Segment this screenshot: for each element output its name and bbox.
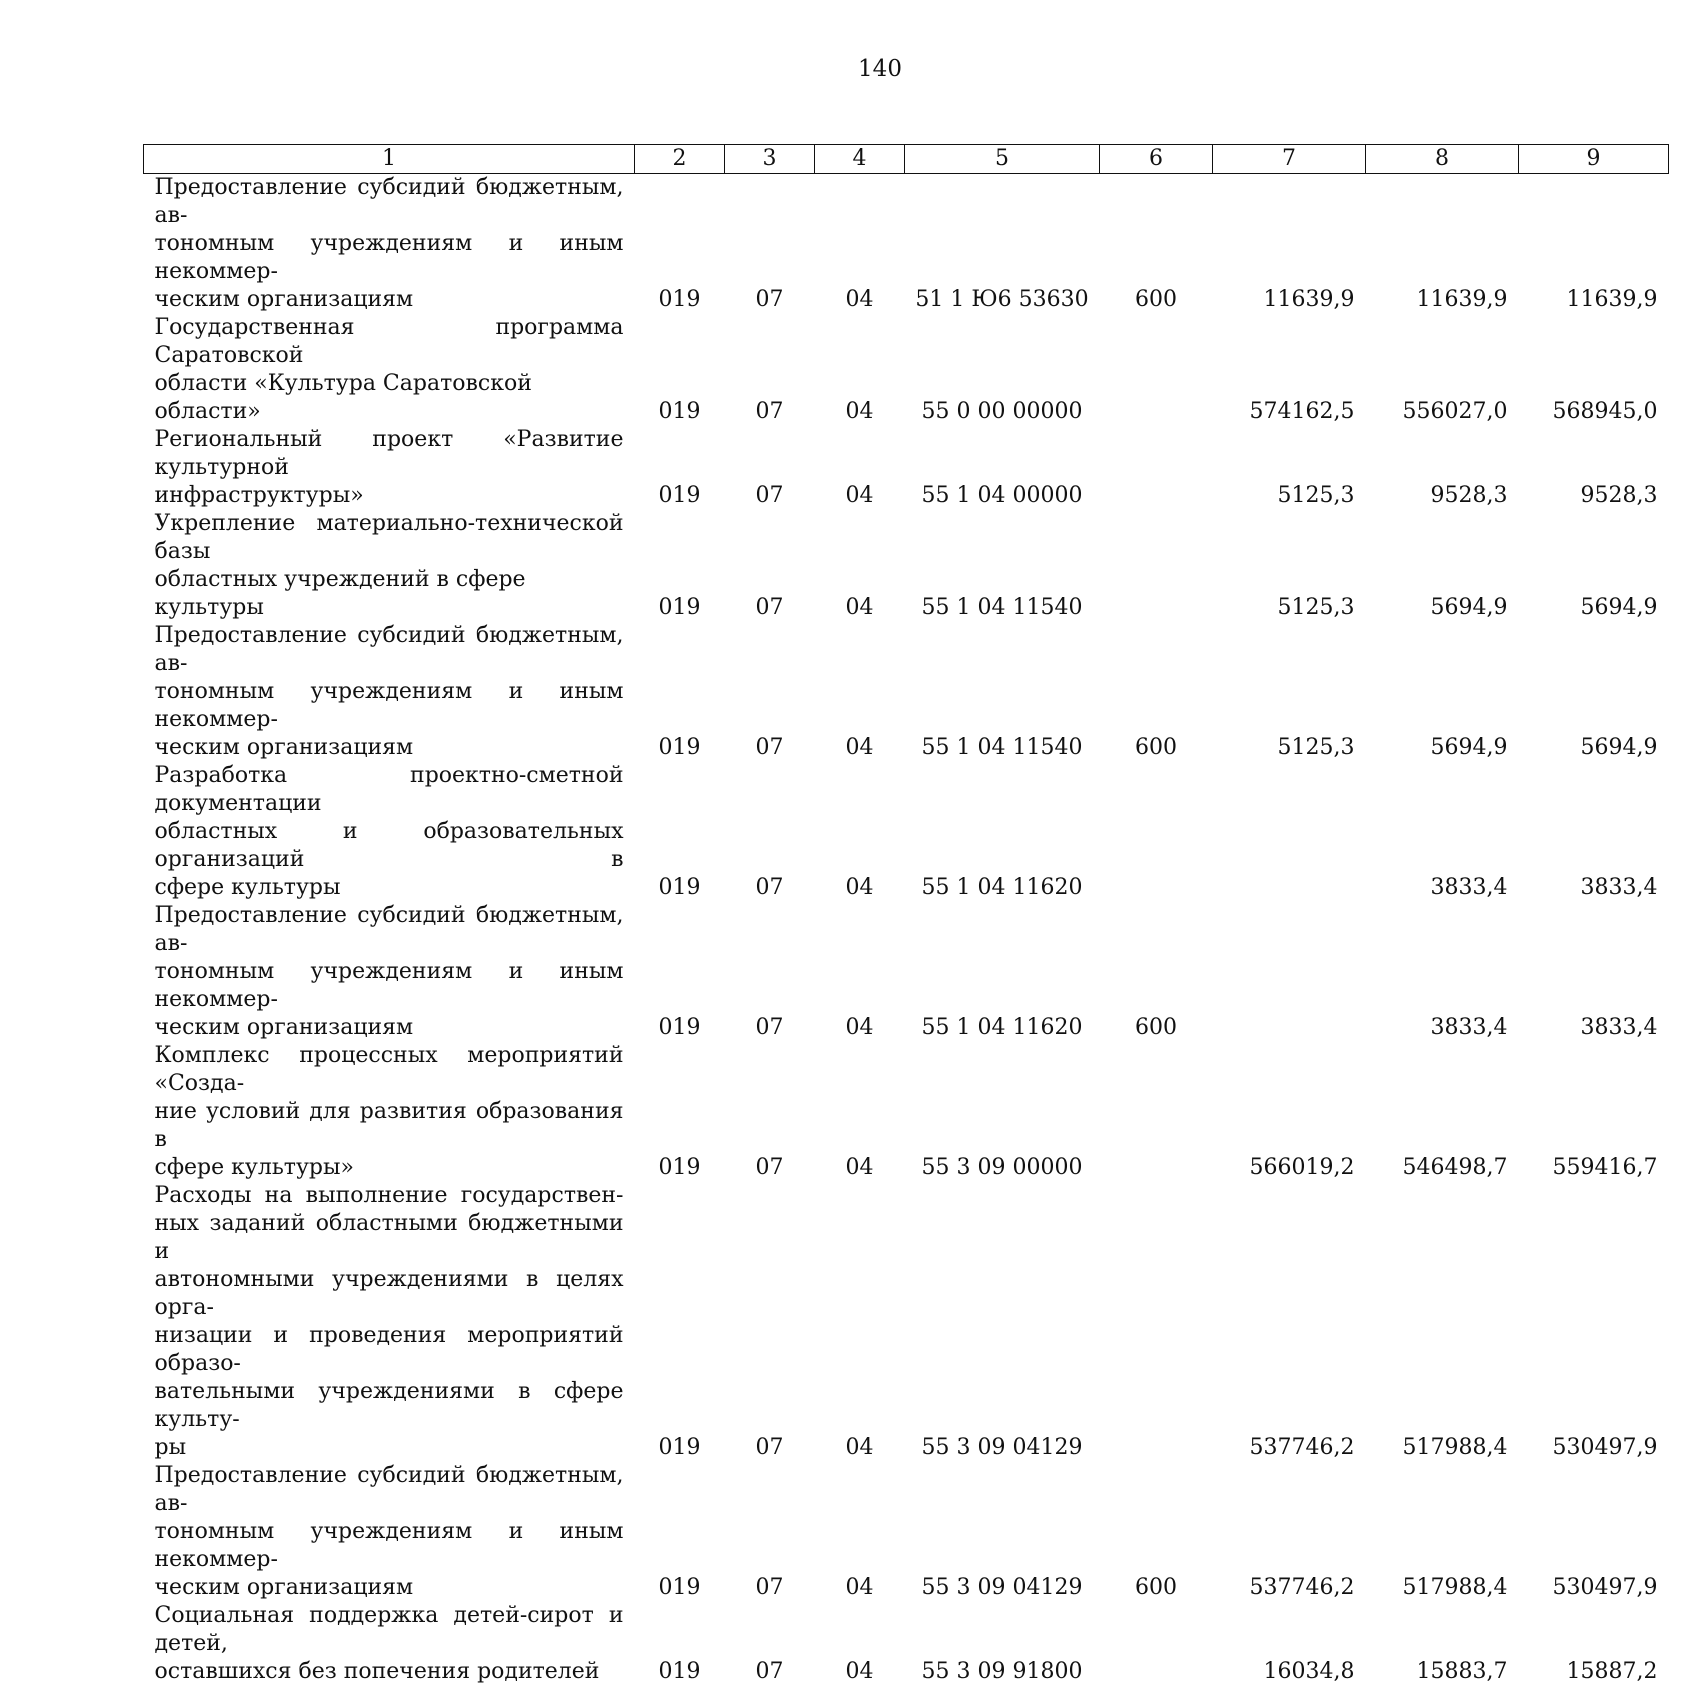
table-row: [144, 426, 1669, 510]
amount-year-2: 3833,4: [1366, 902, 1519, 1042]
amount-year-1: 5125,3: [1213, 622, 1366, 762]
table-row: [144, 622, 1669, 762]
amount-year-3: 9528,3: [1519, 426, 1669, 510]
target-article-code: 55 3 09 04129: [905, 1182, 1100, 1462]
row-name-line: областных и образовательных организаций в: [155, 818, 624, 874]
column-header: 7: [1213, 145, 1366, 174]
expense-type-code: [1100, 510, 1213, 622]
ministry-code: 019: [635, 902, 725, 1042]
target-article-code: 55 1 04 11620: [905, 902, 1100, 1042]
row-name-line: ры: [155, 1434, 624, 1462]
subsection-code: 04: [815, 174, 905, 315]
table-row: [144, 1182, 1669, 1462]
page-number: 140: [0, 54, 1697, 84]
row-name-line: Комплекс процессных мероприятий «Созда-: [155, 1042, 624, 1098]
section-code: 07: [725, 762, 815, 902]
amount-year-3: 5694,9: [1519, 622, 1669, 762]
amount-year-1: 537746,2: [1213, 1182, 1366, 1462]
header-row: [144, 145, 1669, 174]
amount-year-3: 3833,4: [1519, 902, 1669, 1042]
expense-type-code: 600: [1100, 174, 1213, 315]
table-row: [144, 902, 1669, 1042]
budget-table: [143, 144, 1669, 1686]
row-name-line: Разработка проектно-сметной документации: [155, 762, 624, 818]
amount-year-3: 559416,7: [1519, 1042, 1669, 1182]
row-name: [144, 1602, 635, 1686]
amount-year-2: 5694,9: [1366, 622, 1519, 762]
row-name-line: областных учреждений в сфере культуры: [155, 566, 624, 622]
expense-type-code: [1100, 762, 1213, 902]
row-name-line: Предоставление субсидий бюджетным, ав-: [155, 1462, 624, 1518]
table-row: [144, 762, 1669, 902]
expense-type-code: 600: [1100, 1462, 1213, 1602]
amount-year-1: 16034,8: [1213, 1602, 1366, 1686]
row-name-line: инфраструктуры»: [155, 482, 624, 510]
row-name: [144, 314, 635, 426]
row-name: [144, 510, 635, 622]
amount-year-1: [1213, 902, 1366, 1042]
subsection-code: 04: [815, 1042, 905, 1182]
row-name: [144, 902, 635, 1042]
subsection-code: 04: [815, 1602, 905, 1686]
subsection-code: 04: [815, 622, 905, 762]
amount-year-1: 537746,2: [1213, 1462, 1366, 1602]
amount-year-3: 11639,9: [1519, 174, 1669, 315]
row-name-line: Социальная поддержка детей-сирот и детей,: [155, 1602, 624, 1658]
amount-year-2: 15883,7: [1366, 1602, 1519, 1686]
row-name-line: тономным учреждениям и иным некоммер-: [155, 1518, 624, 1574]
amount-year-2: 556027,0: [1366, 314, 1519, 426]
row-name: [144, 1462, 635, 1602]
ministry-code: 019: [635, 510, 725, 622]
amount-year-1: 566019,2: [1213, 1042, 1366, 1182]
column-header: 8: [1366, 145, 1519, 174]
amount-year-1: 11639,9: [1213, 174, 1366, 315]
row-name-line: тономным учреждениям и иным некоммер-: [155, 958, 624, 1014]
row-name: [144, 622, 635, 762]
ministry-code: 019: [635, 622, 725, 762]
target-article-code: 55 3 09 00000: [905, 1042, 1100, 1182]
row-name: [144, 174, 635, 315]
row-name-line: вательными учреждениями в сфере культу-: [155, 1378, 624, 1434]
ministry-code: 019: [635, 426, 725, 510]
amount-year-1: 5125,3: [1213, 510, 1366, 622]
row-name-line: тономным учреждениям и иным некоммер-: [155, 230, 624, 286]
section-code: 07: [725, 510, 815, 622]
column-header: 6: [1100, 145, 1213, 174]
row-name-line: ческим организациям: [155, 286, 624, 314]
table-row: [144, 1042, 1669, 1182]
section-code: 07: [725, 174, 815, 315]
column-header: 3: [725, 145, 815, 174]
ministry-code: 019: [635, 1462, 725, 1602]
ministry-code: 019: [635, 1182, 725, 1462]
row-name-line: области «Культура Саратовской области»: [155, 370, 624, 426]
amount-year-2: 3833,4: [1366, 762, 1519, 902]
row-name-line: Предоставление субсидий бюджетным, ав-: [155, 622, 624, 678]
expense-type-code: [1100, 1042, 1213, 1182]
subsection-code: 04: [815, 902, 905, 1042]
expense-type-code: [1100, 1602, 1213, 1686]
target-article-code: 55 1 04 00000: [905, 426, 1100, 510]
row-name-line: тономным учреждениям и иным некоммер-: [155, 678, 624, 734]
section-code: 07: [725, 1182, 815, 1462]
amount-year-3: 530497,9: [1519, 1462, 1669, 1602]
amount-year-3: 568945,0: [1519, 314, 1669, 426]
column-header: 2: [635, 145, 725, 174]
target-article-code: 55 3 09 91800: [905, 1602, 1100, 1686]
ministry-code: 019: [635, 174, 725, 315]
target-article-code: 55 3 09 04129: [905, 1462, 1100, 1602]
section-code: 07: [725, 622, 815, 762]
ministry-code: 019: [635, 1602, 725, 1686]
amount-year-1: 5125,3: [1213, 426, 1366, 510]
target-article-code: 55 1 04 11540: [905, 510, 1100, 622]
target-article-code: 55 1 04 11540: [905, 622, 1100, 762]
amount-year-3: 530497,9: [1519, 1182, 1669, 1462]
expense-type-code: 600: [1100, 622, 1213, 762]
row-name-line: Предоставление субсидий бюджетным, ав-: [155, 902, 624, 958]
target-article-code: 55 1 04 11620: [905, 762, 1100, 902]
table-row: [144, 1602, 1669, 1686]
section-code: 07: [725, 902, 815, 1042]
amount-year-1: 574162,5: [1213, 314, 1366, 426]
table-row: [144, 174, 1669, 315]
ministry-code: 019: [635, 314, 725, 426]
subsection-code: 04: [815, 1462, 905, 1602]
table-row: [144, 510, 1669, 622]
subsection-code: 04: [815, 762, 905, 902]
row-name-line: автономными учреждениями в целях орга-: [155, 1266, 624, 1322]
row-name: [144, 1042, 635, 1182]
row-name: [144, 426, 635, 510]
section-code: 07: [725, 314, 815, 426]
row-name-line: ческим организациям: [155, 1014, 624, 1042]
subsection-code: 04: [815, 426, 905, 510]
row-name-line: Региональный проект «Развитие культурной: [155, 426, 624, 482]
amount-year-2: 11639,9: [1366, 174, 1519, 315]
target-article-code: 55 0 00 00000: [905, 314, 1100, 426]
row-name-line: ние условий для развития образования в: [155, 1098, 624, 1154]
table-row: [144, 1462, 1669, 1602]
column-header: 4: [815, 145, 905, 174]
row-name-line: ных заданий областными бюджетными и: [155, 1210, 624, 1266]
row-name-line: низации и проведения мероприятий образо-: [155, 1322, 624, 1378]
amount-year-2: 546498,7: [1366, 1042, 1519, 1182]
amount-year-1: [1213, 762, 1366, 902]
section-code: 07: [725, 426, 815, 510]
amount-year-2: 517988,4: [1366, 1182, 1519, 1462]
expense-type-code: [1100, 1182, 1213, 1462]
amount-year-3: 15887,2: [1519, 1602, 1669, 1686]
expense-type-code: [1100, 314, 1213, 426]
row-name-line: Государственная программа Саратовской: [155, 314, 624, 370]
row-name-line: Расходы на выполнение государствен-: [155, 1182, 624, 1210]
amount-year-2: 9528,3: [1366, 426, 1519, 510]
column-header: 1: [144, 145, 635, 174]
row-name: [144, 1182, 635, 1462]
amount-year-2: 517988,4: [1366, 1462, 1519, 1602]
row-name-line: ческим организациям: [155, 1574, 624, 1602]
target-article-code: 51 1 Ю6 53630: [905, 174, 1100, 315]
section-code: 07: [725, 1042, 815, 1182]
column-header: 9: [1519, 145, 1669, 174]
row-name-line: сфере культуры: [155, 874, 624, 902]
row-name-line: оставшихся без попечения родителей: [155, 1658, 624, 1686]
expense-type-code: [1100, 426, 1213, 510]
row-name: [144, 762, 635, 902]
amount-year-3: 3833,4: [1519, 762, 1669, 902]
subsection-code: 04: [815, 314, 905, 426]
table-row: [144, 314, 1669, 426]
row-name-line: сфере культуры»: [155, 1154, 624, 1182]
row-name-line: Укрепление материально-технической базы: [155, 510, 624, 566]
amount-year-2: 5694,9: [1366, 510, 1519, 622]
table-body: [144, 174, 1669, 1686]
subsection-code: 04: [815, 1182, 905, 1462]
section-code: 07: [725, 1602, 815, 1686]
amount-year-3: 5694,9: [1519, 510, 1669, 622]
column-header: 5: [905, 145, 1100, 174]
ministry-code: 019: [635, 1042, 725, 1182]
subsection-code: 04: [815, 510, 905, 622]
row-name-line: ческим организациям: [155, 734, 624, 762]
ministry-code: 019: [635, 762, 725, 902]
expense-type-code: 600: [1100, 902, 1213, 1042]
section-code: 07: [725, 1462, 815, 1602]
row-name-line: Предоставление субсидий бюджетным, ав-: [155, 174, 624, 230]
